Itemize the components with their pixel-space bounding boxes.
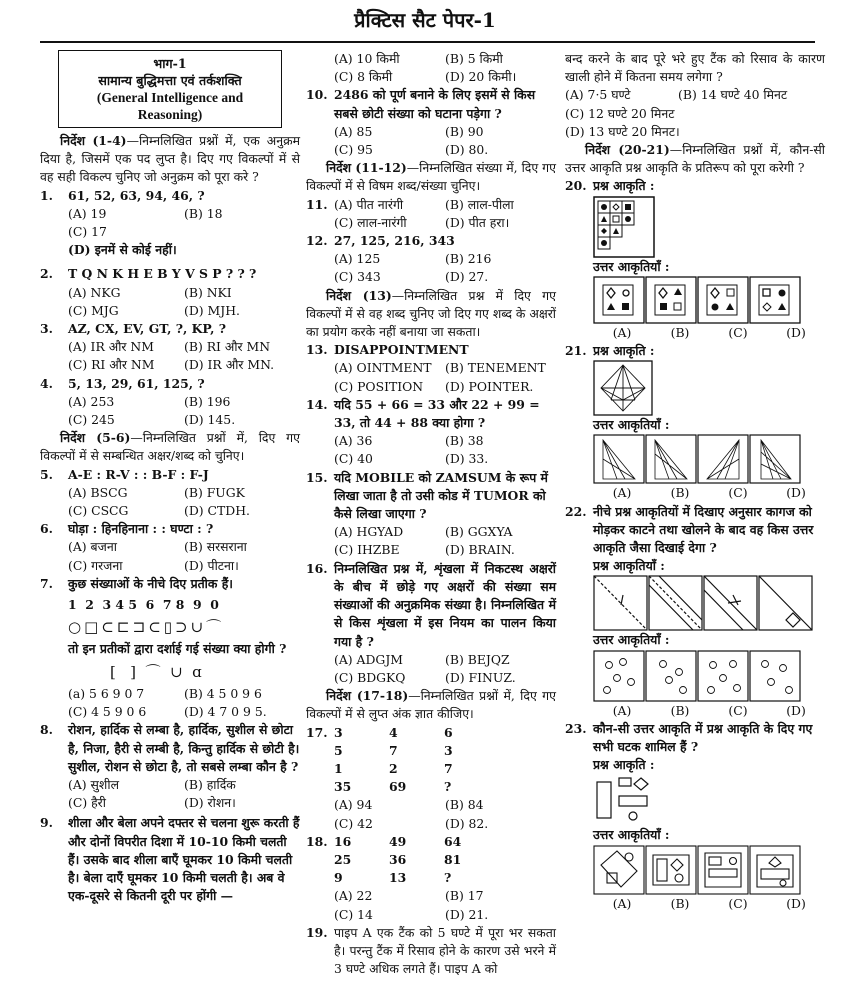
options-12: (A) 125 (B) 216 (C) 343 (D) 27. <box>334 251 492 285</box>
options-6: (A) बजना (B) सरसराना (C) गरजना (D) पीटना। <box>68 539 247 573</box>
answer-figures-21 <box>593 434 825 484</box>
question-13: 13. DISAPPOINTMENT <box>306 342 469 358</box>
symbol-row: ○□⊂⊏⊐⊂▯⊃∪⌒ <box>68 618 225 637</box>
answer-figure-22-icon <box>593 650 801 702</box>
column-3 <box>565 50 825 913</box>
question-1: 1. 61, 52, 63, 94, 46, ? <box>40 187 205 203</box>
question-7: 7. कुछ संख्याओं के नीचे दिए प्रतीक हैं। <box>40 575 233 591</box>
title-rule <box>40 41 815 43</box>
question-17: 17. 3 4 6 5 7 3 1 2 7 35 69 ? <box>306 724 556 797</box>
table-18: 16 49 64 25 36 81 9 13 ? <box>334 833 462 886</box>
question-label-22: प्रश्न आकृतियाँ : <box>593 558 665 574</box>
direction-20-21: निर्देश (20-21)—निम्नलिखित प्रश्नों में, कौन-सी उत्तर आकृति प्रश्न आकृति के प्रतिरूप को पूरा करेगी ? <box>565 142 825 176</box>
components-figure-icon <box>593 774 653 826</box>
answer-figure-23-icon <box>593 845 801 895</box>
question-15: 15. यदि MOBILE को ZAMSUM के रूप में लिखा जाता है तो उसी कोड में TUMOR को कैसे लिखा जाएगा ? <box>306 469 548 522</box>
question-10: 10. 2486 को पूर्ण बनाने के लिए इसमें से किस सबसे छोटी संख्या को घटाना पड़ेगा ? <box>306 87 536 121</box>
question-3: 3. AZ, CX, EV, GT, ?, KP, ? <box>40 321 227 337</box>
question-6: 6. घोड़ा : हिनहिनाना : : घण्टा : ? <box>40 521 214 537</box>
answer-label-22: उत्तर आकृतियाँ : <box>593 632 670 648</box>
labels-22: (A) (B) (C) (D) <box>612 702 806 718</box>
answer-figures-22 <box>593 650 825 702</box>
part-label: भाग-1 <box>153 56 187 71</box>
options-7: (a) 5 6 9 0 7 (B) 4 5 0 9 6 (C) 4 5 9 0 6 (D) 4 7 0 9 5. <box>68 685 267 720</box>
question-8: 8. रोशन, हार्दिक से लम्बा है, हार्दिक, सुशील से छोटा है, निजा, हैरी से लम्बी है, किन्तु हार्दिक से छोटी है। सुशील, रोशन से छोटा है, तो सबसे लम्बा कौन है ? <box>40 722 300 774</box>
options-4: (A) 253 (B) 196 (C) 245 (D) 145. <box>68 393 236 428</box>
labels-20: (A) (B) (C) (D) <box>612 324 806 340</box>
labels-23: (A) (B) (C) (D) <box>612 895 806 911</box>
question-11: 11. (A) पीत नारंगी (B) लाल-पीला (C) लाल-नारंगी (D) पीत हरा। <box>306 196 514 230</box>
answer-symbols: [ ] ⌒ ∪ ɑ <box>110 662 202 681</box>
question-9: 9. शीला और बेला अपने दफ्तर से चलना शुरू करती हैं और दोनों विपरीत दिशा में 10-10 किमी चलती हैं। उसके बाद शीला बाएँ घूमकर 10 किमी चलती है। बेला दाएँ घूमकर 10 किमी चलती है। अब वे एक-दूसरे से कितनी दूरी पर होंगी — <box>40 815 300 904</box>
section-box <box>58 50 282 128</box>
question-figures-22 <box>593 575 825 631</box>
question-12: 12. 27, 125, 216, 343 <box>306 233 455 249</box>
direction-1-4: निर्देश (1-4)—निम्नलिखित प्रश्नों में, एक अनुक्रम दिया है, जिसमें एक पद लुप्त है। दिए गए विकल्पों में से वह सही विकल्प चुनिए जो अनुक्रम को पूरा करे ? <box>40 133 301 185</box>
page-title: प्रैक्टिस सैट पेपर-1 <box>354 8 496 32</box>
answer-figure-21-icon <box>593 434 801 484</box>
question-5: 5. A-E : R-V : : B-F : F-J <box>40 466 209 482</box>
number-row: 1 2 3 4 5 6 7 8 9 0 <box>68 597 219 613</box>
question-20: 20. प्रश्न आकृति : <box>565 178 655 194</box>
star-figure-icon <box>593 360 653 416</box>
options-9: (A) 10 किमी (B) 5 किमी (C) 8 किमी (D) 20 किमी। <box>334 51 517 85</box>
question-14: 14. यदि 55 + 66 = 33 और 22 + 99 = 33, तो 44 + 88 क्या होगा ? <box>306 396 540 431</box>
question-18: 18. 16 49 64 25 36 81 9 13 ? <box>306 833 556 888</box>
answer-figures-20 <box>593 276 825 324</box>
answer-label-23: उत्तर आकृतियाँ : <box>593 827 670 843</box>
figure-grid-icon <box>593 196 655 258</box>
options-14: (A) 36 (B) 38 (C) 40 (D) 33. <box>334 433 489 467</box>
question-19: 19. पाइप A एक टैंक को 5 घण्टे में पूरा भर सकता है। परन्तु टैंक में रिसाव होने के कारण उसे भरने में 3 घण्टे अधिक लगते हैं। पाइप A को <box>306 924 556 977</box>
options-1: (A) 19 (B) 18 (C) 17 (D) इनमें से कोई नहीं। <box>68 205 223 258</box>
direction-13: निर्देश (13)—निम्नलिखित प्रश्न में दिए गए विकल्पों में से वह शब्द चुनिए जो दिए गए शब्द के अक्षरों का प्रयोग करके नहीं बनाया जा सकता। <box>306 287 556 340</box>
question-19-continued: बन्द करने के बाद पूरे भरे हुए टैंक को रिसाव के कारण खाली होने में कितना समय लगेगा ? <box>565 51 825 85</box>
question-23: 23. कौन-सी उत्तर आकृति में प्रश्न आकृति के दिए गए सभी घटक शामिल हैं ? <box>565 720 813 755</box>
fold-figures-icon <box>593 575 813 631</box>
column-1 <box>40 50 300 905</box>
direction-5-6: निर्देश (5-6)—निम्नलिखित प्रश्नों में, दिए गए विकल्पों में से सम्बन्धित अक्षर/शब्द को चुनिए। <box>40 430 301 464</box>
answer-figure-20-icon <box>593 276 801 324</box>
question-21: 21. प्रश्न आकृति : <box>565 343 655 359</box>
question-22: 22. नीचे प्रश्न आकृतियों में दिखाए अनुसार कागज को मोड़कर काटने तथा खोलने के बाद वह किस उत्तर आकृति जैसा दिखाई देगा ? <box>565 503 814 556</box>
options-5: (A) BSCG (B) FUGK (C) CSCG (D) CTDH. <box>68 484 250 519</box>
answer-figures-23 <box>593 845 825 895</box>
question-2: 2. T Q N K H E B Y V S P ? ? ? <box>40 266 257 282</box>
options-8: (A) सुशील (B) हार्दिक (C) हैरी (D) रोशन। <box>68 776 236 811</box>
answer-label-20: उत्तर आकृतियाँ : <box>593 258 670 274</box>
question-figure-23 <box>593 774 825 826</box>
options-10: (A) 85 (B) 90 (C) 95 (D) 80. <box>334 123 489 158</box>
options-3: (A) IR और NM (B) RI और MN (C) RI और NM (D) IR और MN. <box>68 339 275 373</box>
labels-21: (A) (B) (C) (D) <box>612 485 806 501</box>
table-17: 3 4 6 5 7 3 1 2 7 35 69 ? <box>334 724 453 795</box>
options-13: (A) OINTMENT (B) TENEMENT (C) POSITION (D) POINTER. <box>334 360 546 394</box>
options-15: (A) HGYAD (B) GGXYA (C) IHZBE (D) BRAIN. <box>334 524 515 558</box>
direction-11-12: निर्देश (11-12)—निम्नलिखित संख्या में, दिए गए विकल्पों में से विषम शब्द/संख्या चुनिए। <box>306 160 556 194</box>
question-figure-20 <box>593 196 825 258</box>
section-title-english: (General Intelligence and Reasoning) <box>96 90 244 122</box>
question-7-text: तो इन प्रतीकों द्वारा दर्शाई गई संख्या क्या होगी ? <box>68 641 287 657</box>
question-label-23: प्रश्न आकृति : <box>593 757 655 773</box>
question-4: 4. 5, 13, 29, 61, 125, ? <box>40 375 205 391</box>
answer-label-21: उत्तर आकृतियाँ : <box>593 417 670 433</box>
options-18: (A) 22 (B) 17 (C) 14 (D) 21. <box>334 888 489 922</box>
options-17: (A) 94 (B) 84 (C) 42 (D) 82. <box>334 797 489 831</box>
options-2: (A) NKG (B) NKI (C) MJG (D) MJH. <box>68 284 240 318</box>
direction-17-18: निर्देश (17-18)—निम्नलिखित प्रश्नों में, दिए गए विकल्पों में से लुप्त अंक ज्ञात कीजिए। <box>306 688 556 722</box>
options-19: (A) 7·5 घण्टे (B) 14 घण्टे 40 मिनट (C) 12 घण्टे 20 मिनट (D) 13 घण्टे 20 मिनट। <box>565 87 788 139</box>
options-16: (A) ADGJM (B) BEJQZ (C) BDGKQ (D) FINUZ. <box>334 651 516 685</box>
column-2 <box>306 50 556 978</box>
section-title-hindi: सामान्य बुद्धिमत्ता एवं तर्कशक्ति <box>98 73 242 88</box>
question-16: 16. निम्नलिखित प्रश्न में, शृंखला में निकटस्थ अक्षरों के बीच में छोड़े गए अक्षरों की संख्या सम संख्याओं की अनुक्रमिक संख्या है। निम्नलिखित में से किस शृंखला में इस नियम का पालन किया गया है ? <box>306 560 556 649</box>
question-figure-21 <box>593 360 825 416</box>
